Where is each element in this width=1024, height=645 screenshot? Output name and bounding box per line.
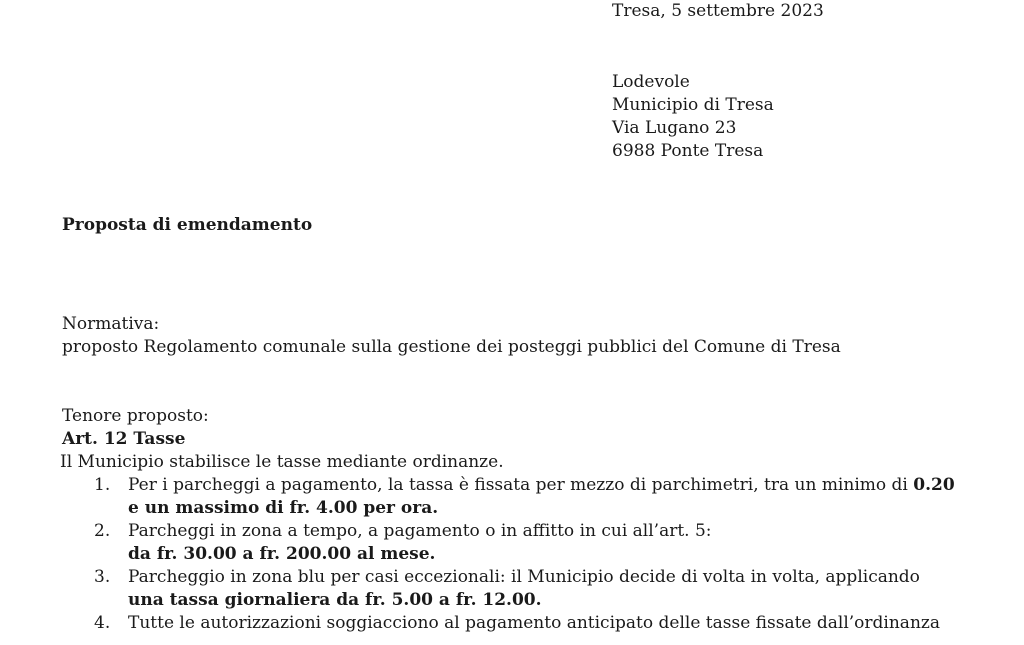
list-item (62, 520, 1002, 566)
list-item-bold-text: una tassa giornaliera da fr. 5.00 a fr. 12.00. (128, 590, 542, 610)
letter-subject: Proposta di emendamento (62, 215, 313, 235)
list-item-bold-text: 0.20 (913, 475, 955, 495)
recipient-line: Municipio di Tresa (612, 95, 774, 115)
list-item-text: Parcheggi in zona a tempo, a pagamento o in affitto in cui all’art. 5: (128, 521, 712, 541)
list-item-text: Per i parcheggi a pagamento, la tassa è fissata per mezzo di parchimetri, tra un minimo di (128, 475, 914, 495)
tenore-section (62, 405, 1002, 635)
recipient-line: 6988 Ponte Tresa (612, 141, 764, 161)
list-item (62, 474, 1002, 520)
list-item-bold-text: da fr. 30.00 a fr. 200.00 al mese. (128, 544, 436, 564)
recipient-line: Lodevole (612, 72, 690, 92)
article-points-list (62, 474, 1002, 635)
list-item (62, 612, 1002, 635)
list-item-text: Parcheggio in zona blu per casi eccezionali: il Municipio decide di volta in volta, applicando (128, 567, 920, 587)
list-item-number: 4. (94, 613, 111, 633)
list-item-text: Tutte le autorizzazioni soggiacciono al pagamento anticipato delle tasse fissate dall’ordinanza (128, 613, 940, 633)
list-item-bold-text: e un massimo di fr. 4.00 per ora. (128, 498, 439, 518)
list-item-number: 2. (94, 521, 111, 541)
article-title: Art. 12 Tasse (62, 429, 186, 449)
normativa-label: Normativa: (62, 314, 160, 334)
normativa-section (62, 313, 841, 359)
list-item-number: 1. (94, 475, 111, 495)
letter-date: Tresa, 5 settembre 2023 (612, 1, 824, 21)
tenore-label: Tenore proposto: (62, 406, 209, 426)
list-item-number: 3. (94, 567, 111, 587)
normativa-text: proposto Regolamento comunale sulla gestione dei posteggi pubblici del Comune di Tresa (62, 337, 841, 357)
recipient-line: Via Lugano 23 (612, 118, 737, 138)
recipient-address (612, 71, 774, 163)
article-intro: Il Municipio stabilisce le tasse mediante ordinanze. (60, 452, 504, 472)
list-item (62, 566, 1002, 612)
